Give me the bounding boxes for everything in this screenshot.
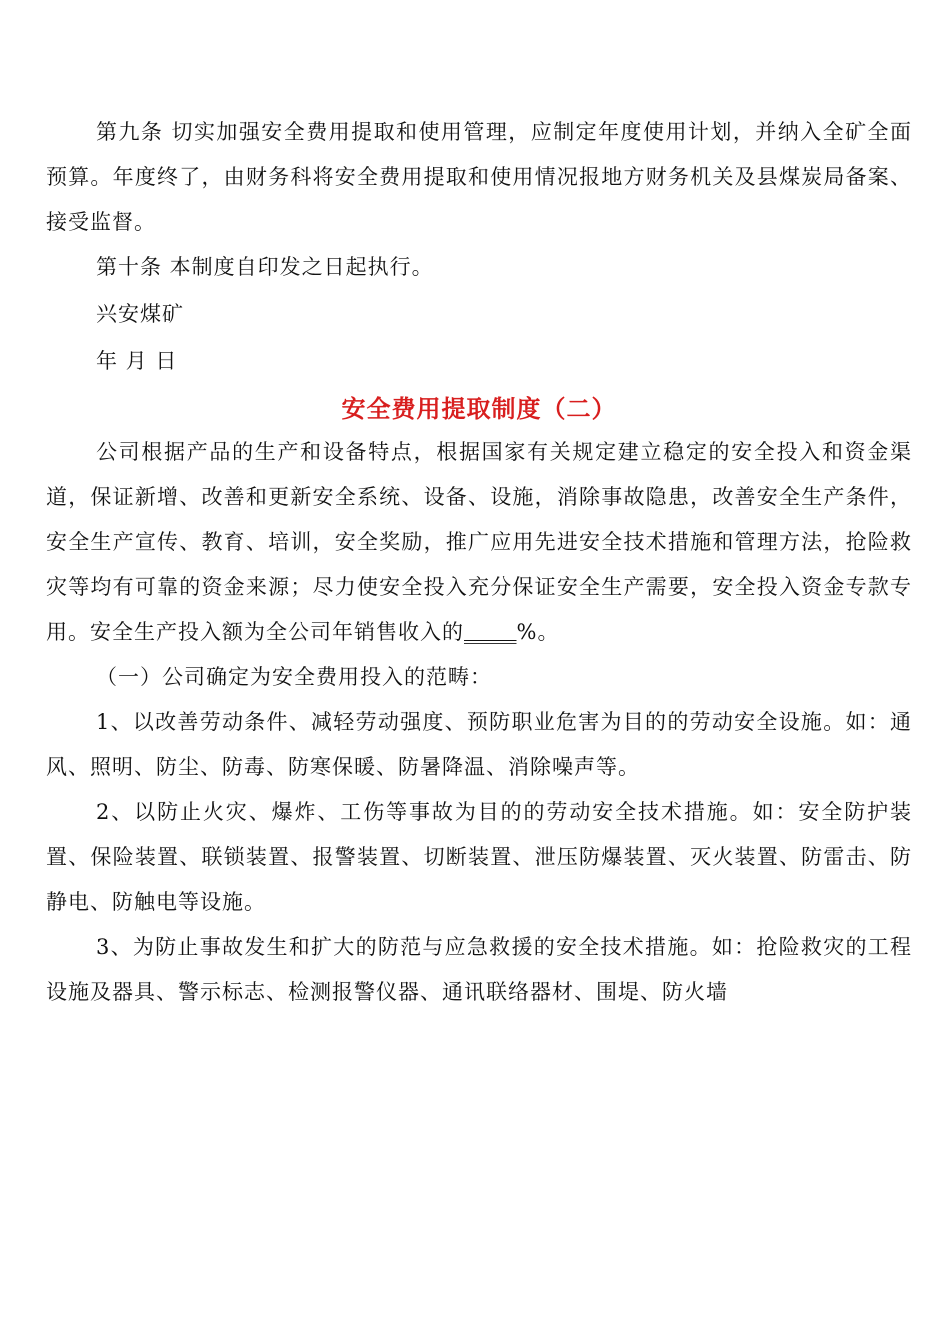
- section-title: 安全费用提取制度（二）: [341, 394, 617, 423]
- article-10: 第十条 本制度自印发之日起执行。: [96, 255, 434, 279]
- scope-item-3: 3、为防止事故发生和扩大的防范与应急救援的安全技术措施。如：抢险救灾的工程设施及器具、警示标志、检测报警仪器、通讯联络器材、围堤、防火墙: [46, 935, 912, 1004]
- organization-name: 兴安煤矿: [96, 302, 184, 326]
- scope-item-1: 1、以改善劳动条件、减轻劳动强度、预防职业危害为目的的劳动安全设施。如：通风、照明、防尘、防毒、防寒保暖、防暑降温、消除噪声等。: [46, 710, 912, 779]
- scope-heading: （一）公司确定为安全费用投入的范畴：: [96, 665, 492, 689]
- intro-paragraph: [46, 430, 912, 655]
- scope-item-2: 2、以防止火灾、爆炸、工伤等事故为目的的劳动安全技术措施。如：安全防护装置、保险装置、联锁装置、报警装置、切断装置、泄压防爆装置、灭火装置、防雷击、防静电、防触电等设施。: [46, 800, 912, 914]
- intro-text: 公司根据产品的生产和设备特点，根据国家有关规定建立稳定的安全投入和资金渠道，保证新增、改善和更新安全系统、设备、设施，消除事故隐患，改善安全生产条件，安全生产宣传、教育、培训，安全奖励，推广应用先进安全技术措施和管理方法，抢险救灾等均有可靠的资金来源；尽力使安全投入充分保证安全生产需要，安全投入资金专款专用。安全生产投入额为全公司年销售收入的: [46, 440, 912, 644]
- signature-date: 年 月 日: [96, 349, 178, 373]
- intro-end: %。: [516, 620, 560, 644]
- document-page: [46, 110, 912, 1015]
- article-9: 第九条 切实加强安全费用提取和使用管理，应制定年度使用计划，并纳入全矿全面预算。年度终了，由财务科将安全费用提取和使用情况报地方财务机关及县煤炭局备案、接受监督。: [46, 120, 912, 234]
- percentage-blank: _____: [464, 620, 517, 644]
